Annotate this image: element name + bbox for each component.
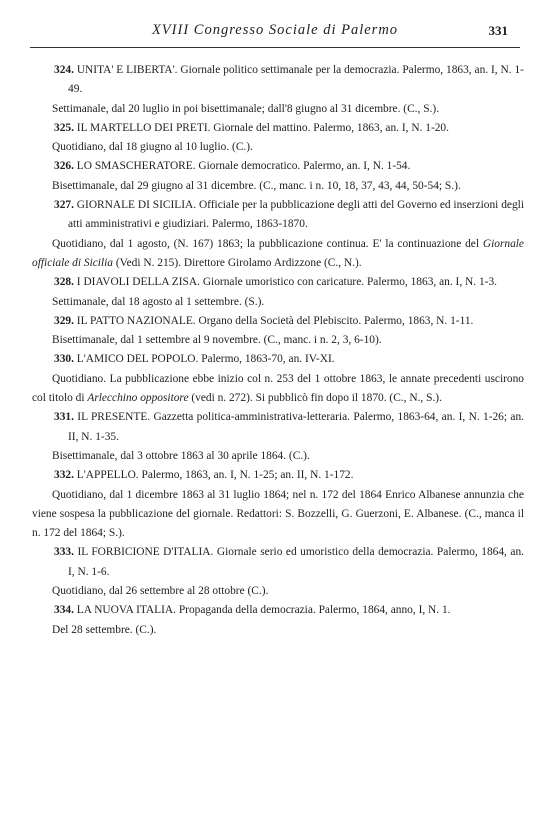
entry-heading: L'AMICO DEL POPOLO. Palermo, 1863-70, an. IV-XI. [76, 353, 335, 366]
catalog-entry-332 [32, 466, 524, 543]
header-rule [30, 47, 520, 48]
entry-number: 325. [54, 121, 74, 134]
entry-description: Settimanale, dal 20 luglio in poi bisettimanale; dall'8 giugno al 31 dicembre. (C., S.). [52, 102, 440, 115]
entry-heading: GIORNALE DI SICILIA. Officiale per la pubblicazione degli atti del Governo ed inserzioni degli atti amministrativi e giudiziari. Palermo, 1863-1870. [68, 199, 524, 231]
entry-number: 324. [54, 64, 74, 76]
entry-description: Quotidiano, dal 18 giugno al 10 luglio. (C.). [52, 141, 253, 154]
entry-description: Quotidiano, dal 1 agosto, (N. 167) 1863; la pubblicazione continua. E' la continuazione del Giornale officiale di Sicilia (Vedi N. 215). Direttore Girolamo Ardizzone (C., N.). [32, 237, 524, 269]
italic-title: Arlecchino oppositore [87, 392, 189, 405]
catalog-entry-328 [32, 273, 524, 312]
entry-number: 328. [54, 276, 74, 289]
entry-heading: LO SMASCHERATORE. Giornale democratico. Palermo, an. I, N. 1-54. [76, 160, 411, 173]
entry-heading: UNITA' E LIBERTA'. Giornale politico settimanale per la democrazia. Palermo, 1863, an. I, N. 1-49. [68, 64, 524, 96]
entry-heading: LA NUOVA ITALIA. Propaganda della democrazia. Palermo, 1864, anno, I, N. 1. [76, 604, 451, 617]
entry-description: Bisettimanale, dal 29 giugno al 31 dicembre. (C., manc. i n. 10, 18, 37, 43, 44, 50-54; S.). [52, 179, 461, 192]
catalog-entry-324 [32, 61, 524, 119]
catalog-entry-327 [32, 196, 524, 273]
italic-title: Giornale officiale di Sicilia [32, 237, 524, 269]
entry-description: Del 28 settembre. (C.). [52, 623, 157, 636]
entry-heading: IL PATTO NAZIONALE. Organo della Società del Plebiscito. Palermo, 1863, N. 1-11. [76, 314, 474, 327]
page-number: 331 [488, 23, 508, 38]
entry-description: Bisettimanale, dal 3 ottobre 1863 al 30 aprile 1864. (C.). [52, 449, 310, 462]
catalog-entry-329 [32, 312, 524, 351]
entry-description: Bisettimanale, dal 1 settembre al 9 novembre. (C., manc. i n. 2, 3, 6-10). [52, 334, 382, 347]
entry-number: 334. [54, 604, 74, 617]
catalog-entry-326 [32, 157, 524, 196]
entry-description: Quotidiano. La pubblicazione ebbe inizio col n. 253 del 1 ottobre 1863, le annate precedenti uscirono col titolo di Arlecchino oppositore (vedi n. 272). Si pubblicò fin dopo il 1870. (C., N., S.). [32, 372, 524, 405]
catalog-entry-325 [32, 119, 524, 158]
entry-description: Settimanale, dal 18 agosto al 1 settembre. (S.). [52, 295, 265, 308]
entry-description: Quotidiano, dal 1 dicembre 1863 al 31 luglio 1864; nel n. 172 del 1864 Enrico Albanese annunzia che viene sospesa la pubblicazione del giornale. Redattori: S. Bozzelli, G. Guerzoni, E. Albanese. (C., manca il n. 172 del 1864; S.). [32, 488, 524, 540]
entry-number: 330. [54, 353, 74, 366]
entry-heading: L'APPELLO. Palermo, 1863, an. I, N. 1-25; an. II, N. 1-172. [76, 469, 354, 482]
entry-number: 326. [54, 160, 74, 173]
running-title: XVIII Congresso Sociale di Palermo [151, 22, 399, 38]
catalog-entries [32, 61, 524, 640]
running-header [0, 22, 550, 44]
entry-heading: IL FORBICIONE D'ITALIA. Giornale serio ed umoristico della democrazia. Palermo, 1864, an. I, N. 1-6. [68, 546, 524, 578]
entry-number: 327. [54, 199, 74, 212]
entry-heading: IL PRESENTE. Gazzetta politica-amministrativa-letteraria. Palermo, 1863-64, an. I, N. 1-26; an. II, N. 1-35. [68, 411, 524, 443]
entry-number: 333. [54, 546, 74, 559]
catalog-entry-334 [32, 601, 524, 640]
entry-number: 332. [54, 469, 74, 482]
entry-description: Quotidiano, dal 26 settembre al 28 ottobre (C.). [52, 585, 269, 598]
entry-number: 329. [54, 314, 74, 327]
catalog-entry-330 [32, 350, 524, 408]
catalog-entry-331 [32, 408, 524, 466]
entry-heading: IL MARTELLO DEI PRETI. Giornale del mattino. Palermo, 1863, an. I, N. 1-20. [76, 121, 449, 134]
entry-number: 331. [54, 411, 74, 424]
catalog-entry-333 [32, 543, 524, 601]
entry-heading: I DIAVOLI DELLA ZISA. Giornale umoristico con caricature. Palermo, 1863, an. I, N. 1-3. [76, 276, 497, 289]
